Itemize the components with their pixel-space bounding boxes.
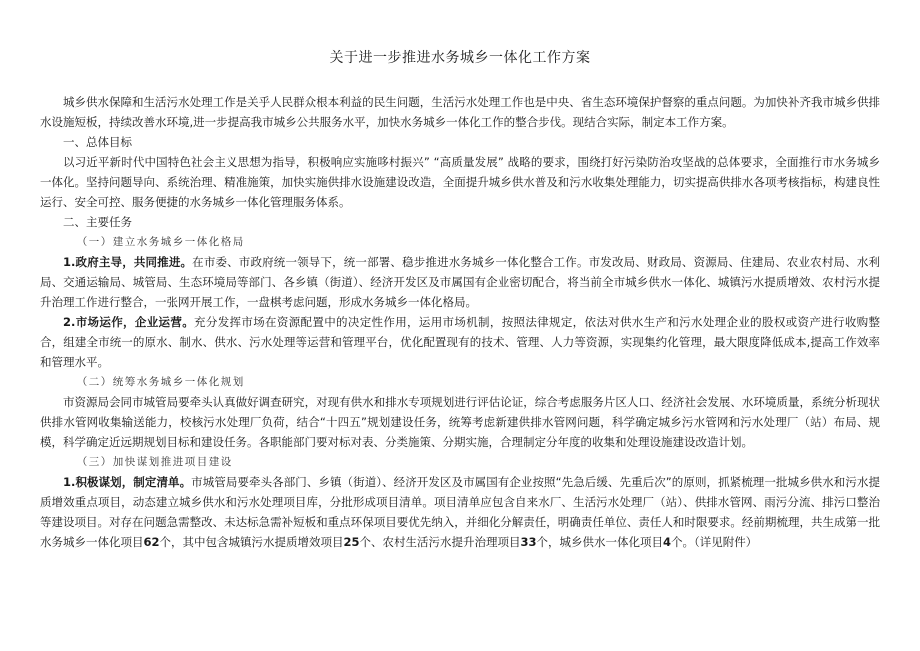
item-body: 在市委、市政府统一领导下，统一部署、稳步推进水务城乡一体化整合工作。市发改局、财政局、资源局、住建局、农业农村局、水利局、交通运输局、城管局、生态环境局等部门、各乡镇（街道）、经济开发区及市属国有企业密切配合，将当前全市城乡供水一体化、城镇污水提质增效、农村污水提升治理工作进行整合，一张网开展工作，一盘棋考虑问题，形成水务城乡一体化格局。	[40, 255, 880, 309]
item-lead: .市场运作，企业运营。	[71, 315, 195, 329]
item-text: 个，其中包含城镇污水提质增效项目	[159, 535, 344, 549]
item-text: 个，城乡供水一体化项目	[536, 535, 664, 549]
item-number: 1	[63, 255, 72, 269]
planning-paragraph: 市资源局会同市城管局要牵头认真做好调查研究，对现有供水和排水专项规划进行评估论证，综合考虑服务片区人口、经济社会发展、水环境质量，系统分析现状供排水管网收集输送能力，校核污水处理厂负荷，结合“十四五”规划建设任务，统筹考虑新建供排水管网问题，科学确定城乡污水管网和污水处理厂（站）布局、规模，科学确定近远期规划目标和建设任务。各职能部门要对标对表、分类施策、分期实施，合理制定分年度的收集和处理设施建设改造计划。	[40, 395, 880, 449]
subsection-heading-pattern: （一）建立水务城乡一体化格局	[76, 236, 245, 248]
document-title: 关于进一步推进水务城乡一体化工作方案	[329, 50, 591, 66]
item-text: 个、农村生活污水提升治理项目	[359, 535, 521, 549]
project-count-water-supply: 4	[663, 535, 672, 549]
section-heading-goals: 一、总体目标	[63, 135, 132, 149]
item-number: 2	[63, 315, 72, 329]
intro-paragraph: 城乡供水保障和生活污水处理工作是关乎人民群众根本利益的民生问题，生活污水处理工作也是中央、省生态环境保护督察的重点问题。为加快补齐我市城乡供排水设施短板，持续改善水环境,进一步提高我市城乡公共服务水平，加快水务城乡一体化工作的整合步伐。现结合实际，制定本工作方案。	[40, 95, 880, 129]
item-lead: .政府主导，共同推进。	[71, 255, 193, 269]
goals-paragraph: 以习近平新时代中国特色社会主义思想为指导，积极响应实施哆村振兴” “高质量发展” 战略的要求，围绕打好污染防治攻坚战的总体要求，全面推行市水务城乡一体化。坚持问题导向、系统治理、精准施策，加快实施供排水设施建设改造，全面提升城乡供水普及和污水收集处理能力，切实提高供排水各项考核指标，构建良性运行、安全可控、服务便捷的水务城乡一体化管理服务体系。	[40, 155, 880, 209]
project-count-total: 62	[143, 535, 160, 549]
item-body: 充分发挥市场在资源配置中的决定性作用，运用市场机制，按照法律规定，依法对供水生产和污水处理企业的股权或资产进行收购整合，组建全市统一的原水、制水、供水、污水处理等运营和管理平台，优化配置现有的技术、管理、人力等资源，实现集约化管理，最大限度降低成本,提高工作效率和管理水平。	[40, 315, 880, 369]
project-count-rural-sewage: 33	[520, 535, 537, 549]
item-lead: .积极谋划，制定清单。	[71, 475, 192, 489]
subsection-heading-planning: （二）统筹水务城乡一体化规划	[76, 376, 245, 388]
task-item-2	[40, 312, 880, 372]
item-number: 1	[63, 475, 72, 489]
task-item-1	[40, 252, 880, 312]
section-heading-tasks: 二、主要任务	[63, 215, 132, 229]
project-count-urban-sewage: 25	[343, 535, 360, 549]
subsection-heading-projects: （三）加快谋划推进项目建设	[76, 456, 233, 468]
item-text: 个。（详见附件）	[671, 535, 758, 549]
task-item-3	[40, 472, 880, 552]
item-body: 市城管局要牵头各部门、乡镇（街道）、经济开发区及市属国有企业按照“先急后缓、先重后次”的原则，抓紧梳理一批城乡供水和污水提质增效重点项目，动态建立城乡供水和污水处理项目库，分批形成项目清单。项目清单应包含自来水厂、生活污水处理厂（站）、供排水管网、雨污分流、排污口整治等建设项目。对存在问题急需整改、未达标急需补短板和重点环保项目要优先纳入，并细化分解责任，明确责任单位、责任人和时限要求。经前期梳理，共生成第一批水务城乡一体化项目	[40, 475, 880, 549]
